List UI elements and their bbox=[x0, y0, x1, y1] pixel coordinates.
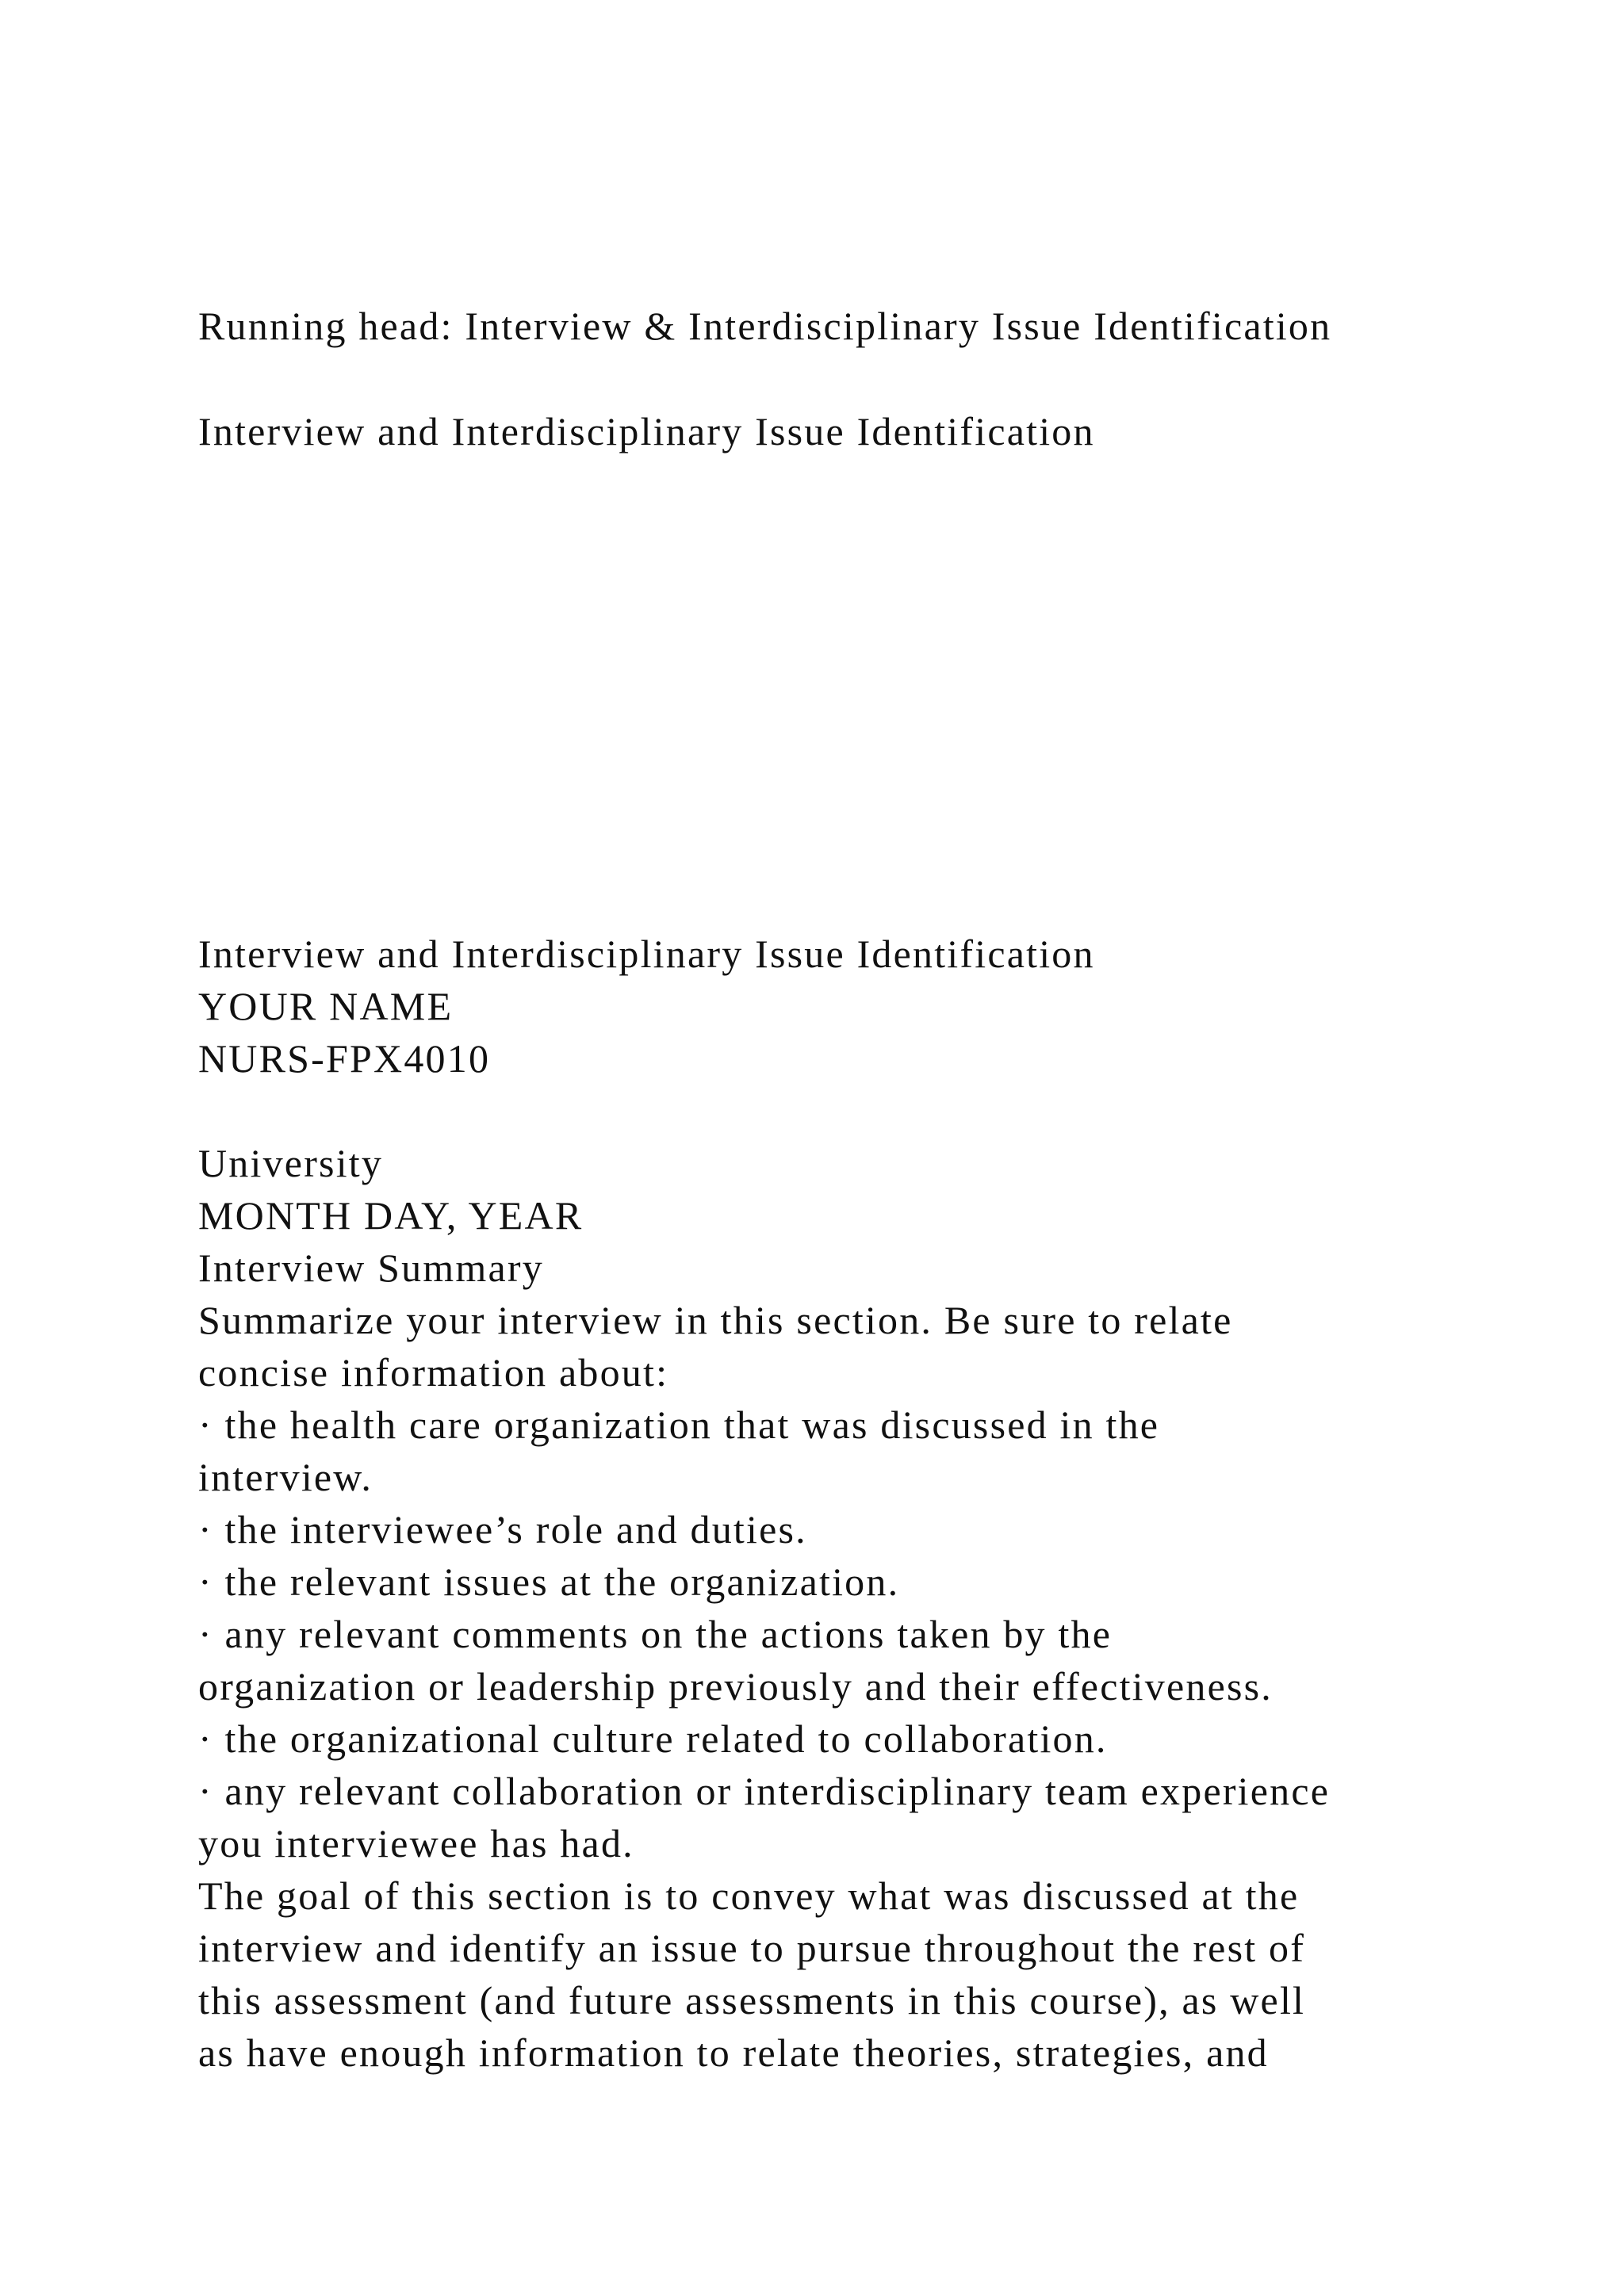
intro-line: Summarize your interview in this section. Be sure to relate bbox=[198, 1298, 1233, 1342]
title-page-date: MONTH DAY, YEAR bbox=[198, 1193, 584, 1238]
bullet-line: you interviewee has had. bbox=[198, 1821, 634, 1866]
bullet-line: · any relevant comments on the actions taken by the bbox=[198, 1612, 1113, 1656]
goal-line: The goal of this section is to convey what was discussed at the bbox=[198, 1873, 1300, 1918]
running-head: Running head: Interview & Interdisciplinary Issue Identification bbox=[198, 304, 1332, 348]
goal-line: interview and identify an issue to pursue throughout the rest of bbox=[198, 1926, 1306, 1970]
section-heading: Interview Summary bbox=[198, 1246, 544, 1290]
title-page-author: YOUR NAME bbox=[198, 984, 454, 1028]
goal-line: as have enough information to relate theories, strategies, and bbox=[198, 2030, 1269, 2075]
bullet-line: · the health care organization that was discussed in the bbox=[198, 1402, 1160, 1447]
bullet-line: · the interviewee’s role and duties. bbox=[198, 1507, 807, 1552]
goal-line: this assessment (and future assessments in this course), as well bbox=[198, 1978, 1306, 2022]
bullet-line: interview. bbox=[198, 1455, 373, 1499]
bullet-line: · the organizational culture related to collaboration. bbox=[198, 1716, 1108, 1761]
header-title: Interview and Interdisciplinary Issue Identification bbox=[198, 409, 1095, 453]
bullet-line: · any relevant collaboration or interdisciplinary team experience bbox=[198, 1769, 1331, 1813]
bullet-line: · the relevant issues at the organization. bbox=[198, 1559, 900, 1604]
title-page-institution: University bbox=[198, 1141, 384, 1185]
title-page-title: Interview and Interdisciplinary Issue Identification bbox=[198, 932, 1095, 976]
title-page-course: NURS-FPX4010 bbox=[198, 1036, 491, 1081]
bullet-line: organization or leadership previously and their effectiveness. bbox=[198, 1664, 1273, 1709]
intro-line: concise information about: bbox=[198, 1350, 669, 1395]
